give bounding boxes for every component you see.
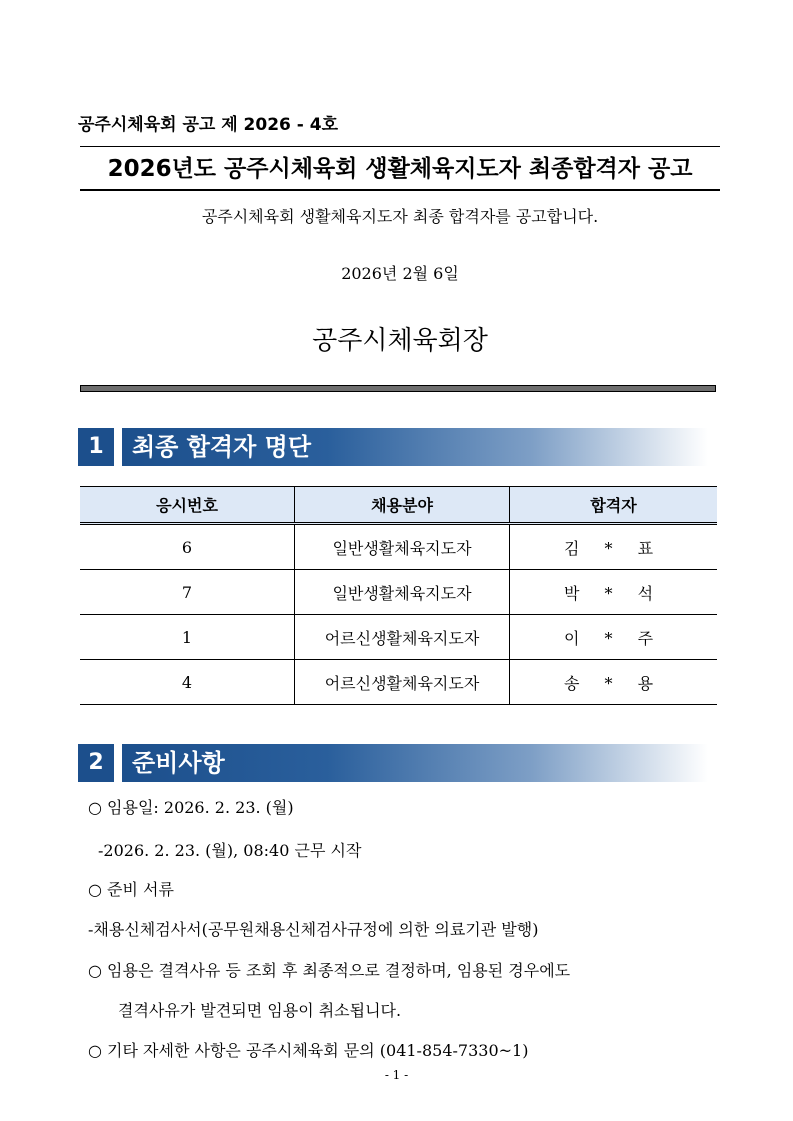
header-passer: 합격자 <box>510 487 718 524</box>
cell-field: 일반생활체육지도자 <box>295 570 510 615</box>
cell-field: 어르신생활체육지도자 <box>295 660 510 705</box>
item-work-start: -2026. 2. 23. (월), 08:40 근무 시작 <box>98 841 362 860</box>
title-rule-top <box>80 146 720 147</box>
section-2-title: 준비사항 <box>122 744 708 782</box>
section-2-number: 2 <box>78 744 114 782</box>
intro-text: 공주시체육회 생활체육지도자 최종 합격자를 공고합니다. <box>201 207 599 226</box>
table-row <box>80 570 717 615</box>
header-exam-number: 응시번호 <box>80 487 295 524</box>
document-title: 2026년도 공주시체육회 생활체육지도자 최종합격자 공고 <box>107 156 693 182</box>
item-disqualification: ○ 임용은 결격사유 등 조회 후 최종적으로 결정하며, 임용된 경우에도 <box>88 961 571 980</box>
item-health-check: -채용신체검사서(공무원채용신체검사규정에 의한 의료기관 발행) <box>88 920 539 939</box>
results-table <box>80 486 717 705</box>
section-1-header <box>78 428 708 466</box>
item-contact: ○ 기타 자세한 사항은 공주시체육회 문의 (041-854-7330~1) <box>88 1041 529 1060</box>
section-2-header <box>78 744 708 782</box>
cell-passer: 송 * 용 <box>510 660 718 705</box>
table-row <box>80 660 717 705</box>
notice-number: 공주시체육회 공고 제 2026 - 4호 <box>78 115 339 135</box>
section-1-title: 최종 합격자 명단 <box>122 428 708 466</box>
separator-bar <box>80 385 716 392</box>
cell-field: 어르신생활체육지도자 <box>295 615 510 660</box>
table-row <box>80 615 717 660</box>
cell-passer: 이 * 주 <box>510 615 718 660</box>
page-number: - 1 - <box>384 1068 409 1082</box>
title-rule-bottom <box>80 189 720 191</box>
notice-date: 2026년 2월 6일 <box>341 264 459 283</box>
item-documents: ○ 준비 서류 <box>88 880 174 899</box>
issuer-name: 공주시체육회장 <box>312 326 488 356</box>
cell-exam-number: 6 <box>80 524 295 570</box>
item-disqualification-cont: 결격사유가 발견되면 임용이 취소됩니다. <box>118 1001 402 1020</box>
header-field: 채용분야 <box>295 487 510 524</box>
cell-exam-number: 4 <box>80 660 295 705</box>
cell-passer: 김 * 표 <box>510 524 718 570</box>
cell-exam-number: 7 <box>80 570 295 615</box>
table-header-row <box>80 487 717 524</box>
cell-field: 일반생활체육지도자 <box>295 524 510 570</box>
cell-exam-number: 1 <box>80 615 295 660</box>
section-1-number: 1 <box>78 428 114 466</box>
table-row <box>80 524 717 570</box>
item-appointment-date: ○ 임용일: 2026. 2. 23. (월) <box>88 798 294 817</box>
cell-passer: 박 * 석 <box>510 570 718 615</box>
